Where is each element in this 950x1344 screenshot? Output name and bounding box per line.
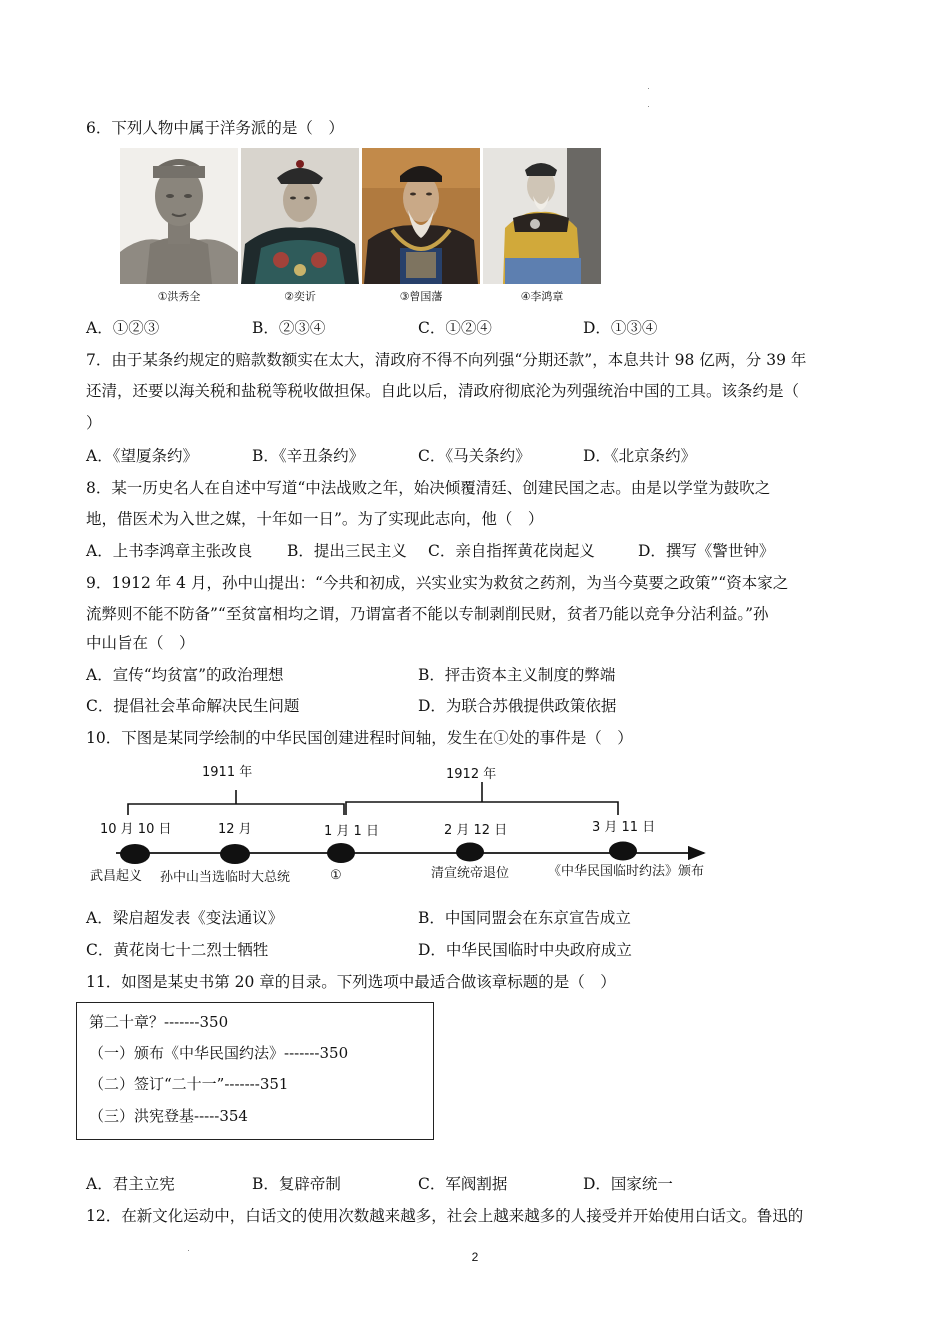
toc-entry: （三）洪宪登基-----354 [89,1107,248,1125]
event-label: 武昌起义 [90,869,143,884]
q9-option-d[interactable]: D．为联合苏俄提供政策依据 [418,697,617,715]
date-label: 12 月 [218,822,252,837]
q6-stem: 6．下列人物中属于洋务派的是（ ） [86,119,344,137]
q9-stem-line: 9．1912 年 4 月，孙中山提出：“今共和初成，兴实业实为救贫之药剂，为当今莫要之政策”“资本家之 [86,574,789,592]
q11-option-d[interactable]: D．国家统一 [583,1175,673,1193]
event-node [327,843,355,863]
q9-stem-line: 中山旨在（ ） [86,634,195,652]
date-label: 2 月 12 日 [444,823,508,838]
portrait-li-hongzhang [483,148,601,284]
scan-dot [648,88,649,89]
event-node [609,842,637,861]
q7-stem-line: ） [86,414,102,432]
portrait-caption: ③曾国藩 [399,290,443,303]
event-label-blank: ① [330,868,342,883]
q11-option-a[interactable]: A．君主立宪 [86,1175,175,1193]
page-number: 2 [471,1250,479,1264]
portrait-caption: ④李鸿章 [520,290,564,303]
q7-option-c[interactable]: C．《马关条约》 [418,447,531,465]
q8-option-c[interactable]: C．亲自指挥黄花岗起义 [428,542,595,560]
date-label: 10 月 10 日 [100,822,172,837]
q6-option-a[interactable]: A．①②③ [86,319,160,337]
q6-option-c[interactable]: C．①②④ [418,319,492,337]
bracket-1912 [346,802,618,815]
q11-stem: 11．如图是某史书第 20 章的目录。下列选项中最适合做该章标题的是（ ） [86,973,616,991]
q12-stem-line: 12．在新文化运动中，白话文的使用次数越来越多，社会上越来越多的人接受并开始使用白话文。鲁迅的 [86,1207,804,1225]
q10-option-d[interactable]: D．中华民国临时中央政府成立 [418,941,632,959]
event-node [220,844,250,864]
q8-option-a[interactable]: A．上书李鸿章主张改良 [86,542,253,560]
q6-portraits [120,148,605,308]
q9-option-a[interactable]: A．宣传“均贫富”的政治理想 [86,666,284,684]
q10-option-c[interactable]: C．黄花岗七十二烈士牺牲 [86,941,269,959]
portrait-hong-xiuquan [120,148,238,284]
toc-entry: 第二十章？-------350 [89,1013,229,1031]
portrait-zeng-guofan [362,148,480,284]
event-label: 孙中山当选临时大总统 [160,870,291,885]
q6-option-b[interactable]: B．②③④ [252,319,326,337]
q10-timeline [86,760,746,890]
q8-stem-line: 地，借医术为入世之媒，十年如一日”。为了实现此志向，他（ ） [86,510,544,528]
toc-entry: （一）颁布《中华民国约法》-------350 [89,1044,349,1062]
portrait-caption: ①洪秀全 [157,290,201,303]
portrait-yixin [241,148,359,284]
q6-option-d[interactable]: D．①③④ [583,319,658,337]
q7-option-a[interactable]: A．《望厦条约》 [86,447,198,465]
portrait-caption: ②奕䜣 [284,290,316,303]
q7-option-b[interactable]: B．《辛丑条约》 [252,447,365,465]
q9-stem-line: 流弊则不能不防备”“至贫富相均之谓，乃谓富者不能以专制剥削民财，贫者乃能以竞争分沾利益。”孙 [86,605,769,623]
q8-option-b[interactable]: B．提出三民主义 [287,542,407,560]
event-label: 《中华民国临时约法》颁布 [548,864,705,879]
q11-option-b[interactable]: B．复辟帝制 [252,1175,341,1193]
q8-option-d[interactable]: D．撰写《警世钟》 [638,542,775,560]
bracket-1911 [128,804,344,815]
event-label: 清宣统帝退位 [431,866,510,881]
q9-option-c[interactable]: C．提倡社会革命解决民生问题 [86,697,300,715]
q7-stem-line: 还清，还要以海关税和盐税等税收做担保。自此以后，清政府彻底沦为列强统治中国的工具。该条约是（ [86,382,800,400]
date-label: 3 月 11 日 [592,820,656,835]
q11-table-of-contents [76,1002,434,1140]
q10-stem: 10．下图是某同学绘制的中华民国创建进程时间轴，发生在①处的事件是（ ） [86,729,633,747]
toc-entry: （二）签订“二十一”-------351 [89,1075,289,1093]
event-node [120,844,150,864]
date-label: 1 月 1 日 [324,824,379,839]
q8-stem-line: 8．某一历史名人在自述中写道“中法战败之年，始决倾覆清廷、创建民国之志。由是以学堂为鼓吹之 [86,479,771,497]
event-node [456,843,484,862]
q7-option-d[interactable]: D．《北京条约》 [583,447,697,465]
year-label-1911: 1911 年 [202,765,253,780]
q11-option-c[interactable]: C．军阀割据 [418,1175,508,1193]
year-label-1912: 1912 年 [446,767,497,782]
q9-option-b[interactable]: B．抨击资本主义制度的弊端 [418,666,616,684]
q10-option-b[interactable]: B．中国同盟会在东京宣告成立 [418,909,631,927]
scan-dot [648,106,649,107]
q7-stem-line: 7．由于某条约规定的赔款数额实在太大，清政府不得不向列强“分期还款”，本息共计 98 亿两，分 39 年 [86,351,807,369]
q10-option-a[interactable]: A．梁启超发表《变法通议》 [86,909,284,927]
